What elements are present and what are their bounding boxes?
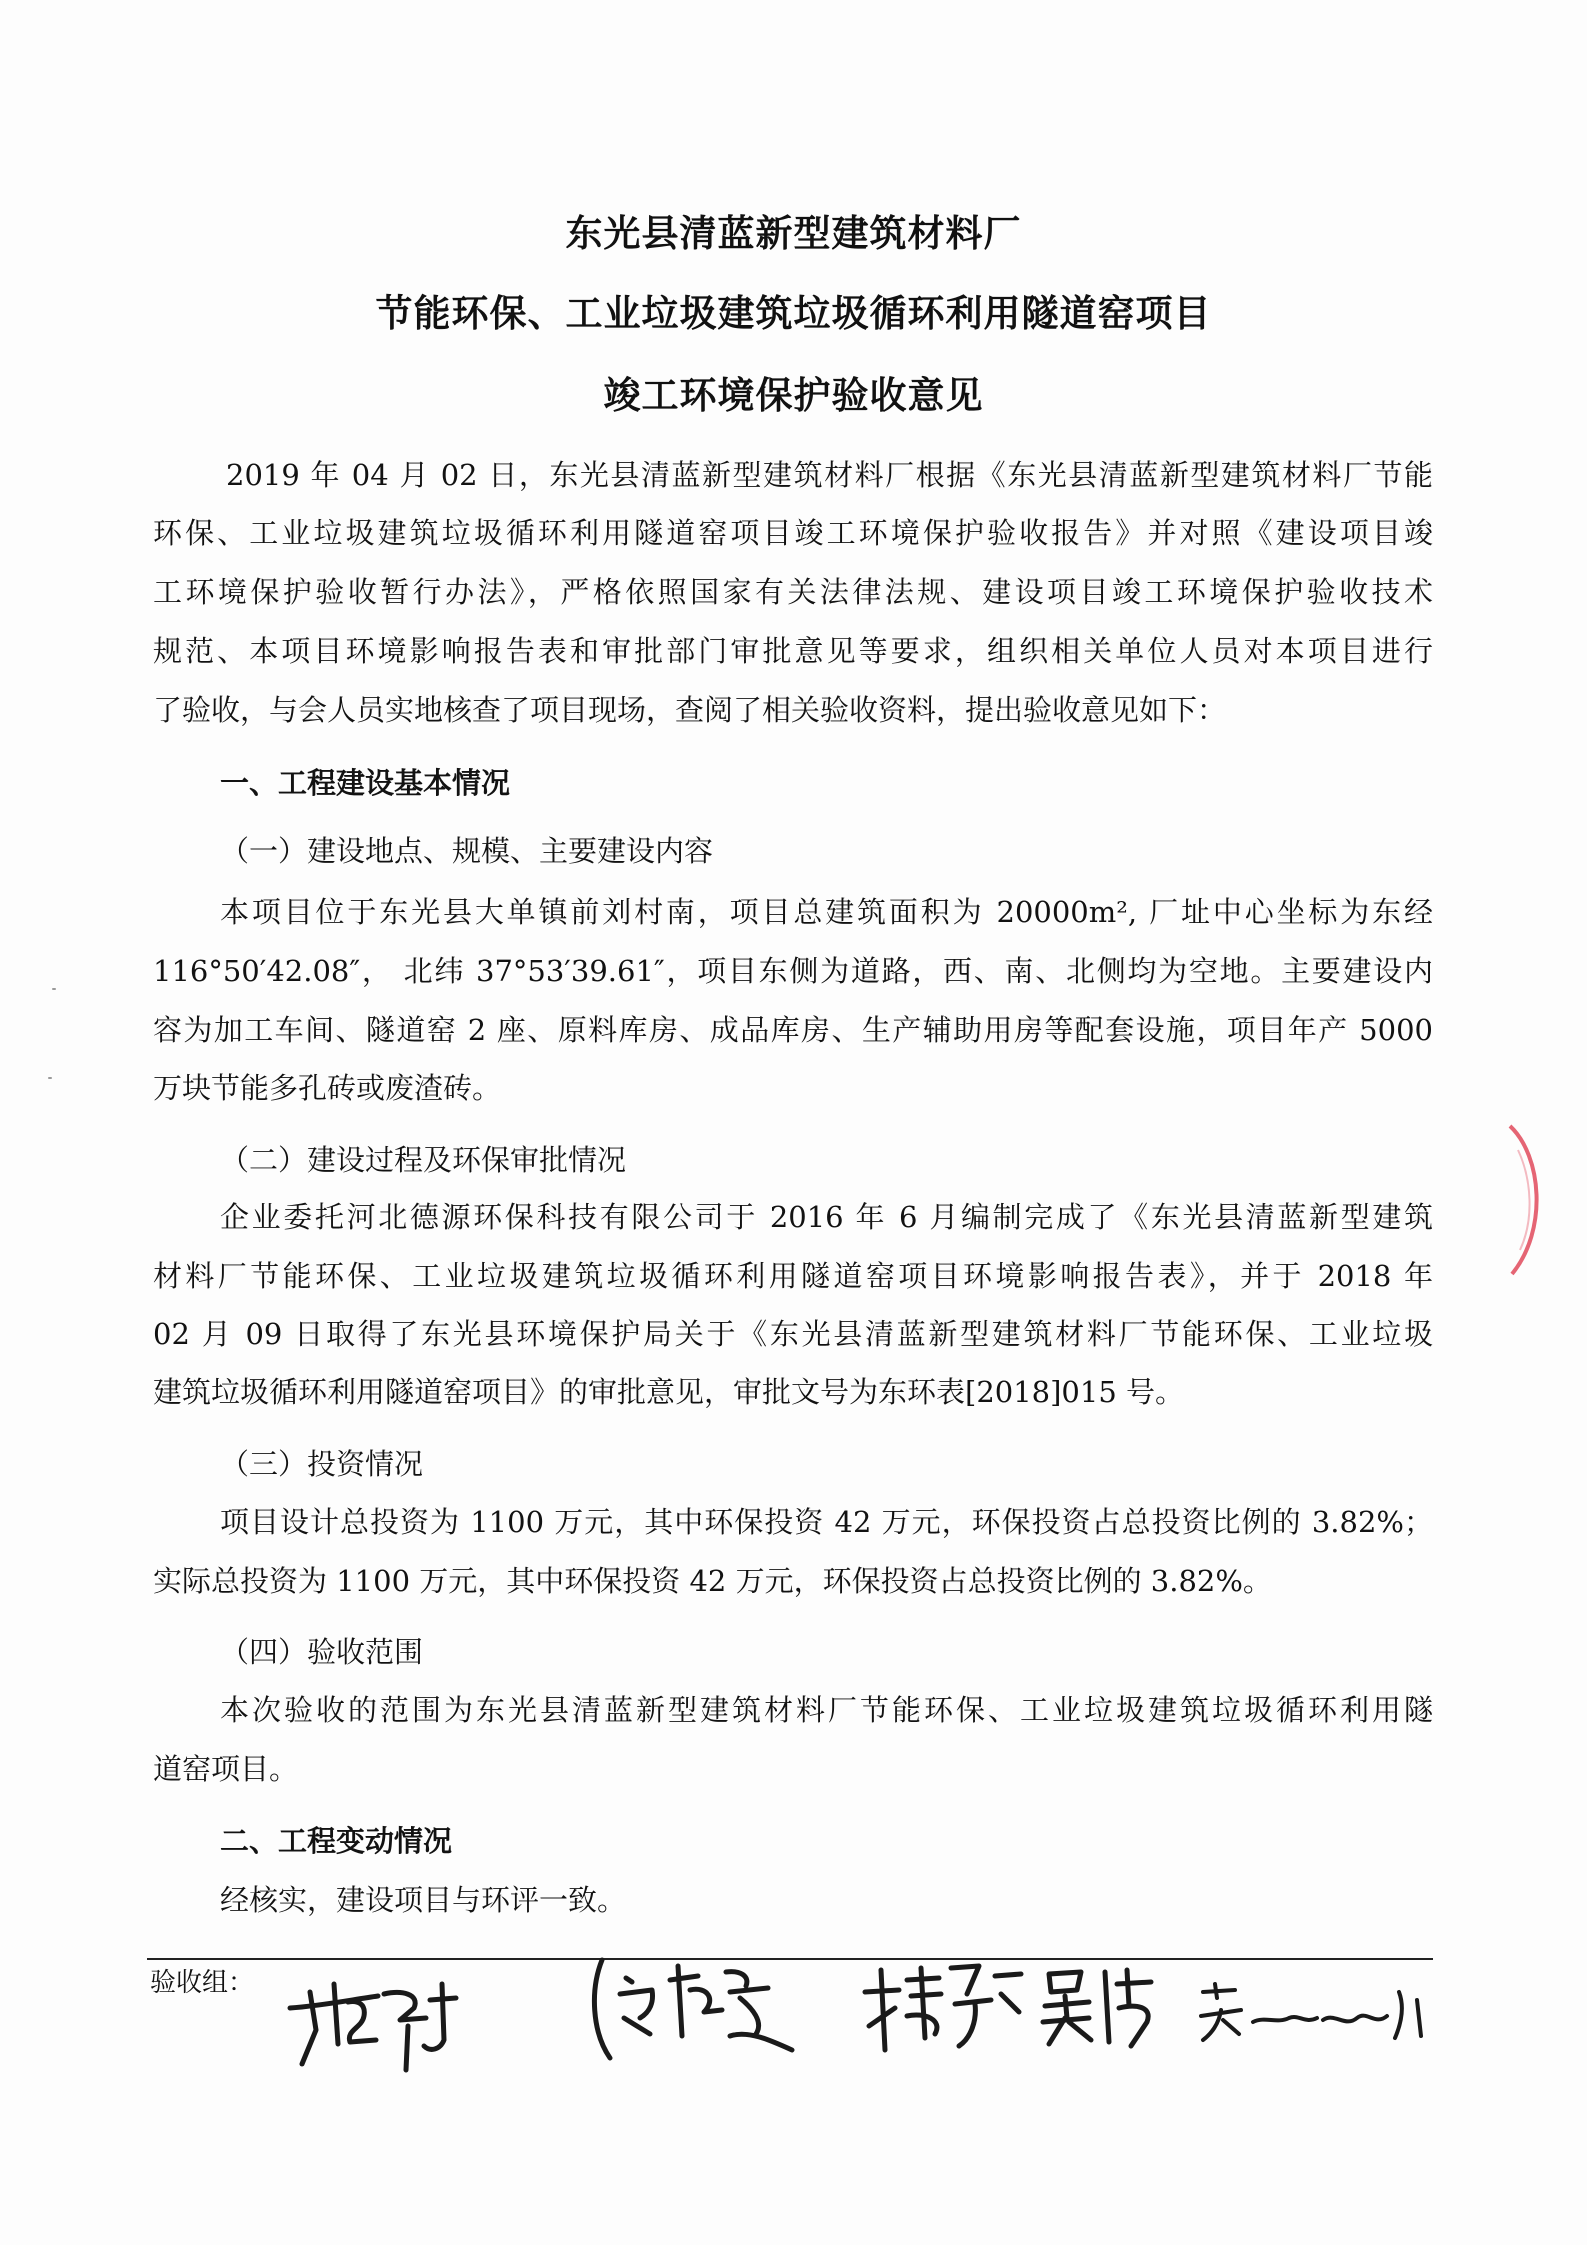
red-seal-edge bbox=[1498, 1120, 1558, 1280]
subsection-1-heading: （一）建设地点、规模、主要建设内容 bbox=[220, 834, 714, 868]
intro-line-1: 2019 年 04 月 02 日，东光县清蓝新型建筑材料厂根据《东光县清蓝新型建筑材料厂节能 bbox=[226, 458, 1433, 492]
subsection-3-heading: （三）投资情况 bbox=[220, 1447, 424, 1481]
handwritten-signature-5 bbox=[1195, 1980, 1435, 2050]
handwritten-signature-4 bbox=[1035, 1960, 1165, 2055]
intro-line-4: 规范、本项目环境影响报告表和审批部门审批意见等要求，组织相关单位人员对本项目进行 bbox=[153, 634, 1433, 668]
sub4-line-1: 本次验收的范围为东光县清蓝新型建筑材料厂节能环保、工业垃圾建筑垃圾循环利用隧 bbox=[220, 1693, 1433, 1727]
handwritten-signature-1 bbox=[280, 1970, 480, 2080]
subsection-2-heading: （二）建设过程及环保审批情况 bbox=[220, 1143, 627, 1177]
subsection-4-heading: （四）验收范围 bbox=[220, 1635, 424, 1669]
title-line-1: 东光县清蓝新型建筑材料厂 bbox=[565, 212, 1022, 255]
title-line-3: 竣工环境保护验收意见 bbox=[603, 374, 984, 417]
intro-line-5: 了验收，与会人员实地核查了项目现场，查阅了相关验收资料，提出验收意见如下： bbox=[153, 693, 1227, 727]
section-2-text: 经核实，建设项目与环评一致。 bbox=[220, 1883, 627, 1917]
sub1-line-4: 万块节能多孔砖或废渣砖。 bbox=[153, 1071, 502, 1105]
sub2-line-1: 企业委托河北德源环保科技有限公司于 2016 年 6 月编制完成了《东光县清蓝新型建筑 bbox=[220, 1200, 1433, 1234]
intro-line-3: 工环境保护验收暂行办法》，严格依照国家有关法律法规、建设项目竣工环境保护验收技术 bbox=[153, 575, 1433, 609]
section-1-heading: 一、工程建设基本情况 bbox=[220, 766, 511, 800]
sub3-line-2: 实际总投资为 1100 万元，其中环保投资 42 万元，环保投资占总投资比例的 3.82%。 bbox=[153, 1564, 1272, 1598]
intro-line-2: 环保、工业垃圾建筑垃圾循环利用隧道窑项目竣工环境保护验收报告》并对照《建设项目竣 bbox=[153, 516, 1433, 550]
scan-speck bbox=[48, 1077, 52, 1079]
sub1-line-2: 116°50′42.08″， 北纬 37°53′39.61″，项目东侧为道路，西、南、北侧均为空地。主要建设内 bbox=[153, 954, 1433, 988]
handwritten-signature-3 bbox=[855, 1950, 1030, 2070]
sub1-line-1: 本项目位于东光县大单镇前刘村南，项目总建筑面积为 20000m², 厂址中心坐标为东经 bbox=[220, 895, 1433, 929]
sub2-line-2: 材料厂节能环保、工业垃圾建筑垃圾循环利用隧道窑项目环境影响报告表》，并于 2018 年 bbox=[153, 1259, 1433, 1293]
sub4-line-2: 道窑项目。 bbox=[153, 1752, 299, 1786]
sub3-line-1: 项目设计总投资为 1100 万元，其中环保投资 42 万元，环保投资占总投资比例的 3.82%； bbox=[220, 1505, 1433, 1539]
title-line-2: 节能环保、工业垃圾建筑垃圾循环利用隧道窑项目 bbox=[375, 292, 1212, 335]
scan-speck bbox=[52, 988, 56, 990]
sub1-line-3: 容为加工车间、隧道窑 2 座、原料库房、成品库房、生产辅助用房等配套设施，项目年产 5000 bbox=[153, 1013, 1433, 1047]
sub2-line-3: 02 月 09 日取得了东光县环境保护局关于《东光县清蓝新型建筑材料厂节能环保、工业垃圾 bbox=[153, 1317, 1433, 1351]
handwritten-signature-2 bbox=[580, 1950, 810, 2080]
sub2-line-4: 建筑垃圾循环利用隧道窑项目》的审批意见，审批文号为东环表[2018]015 号。 bbox=[153, 1375, 1185, 1409]
section-2-heading: 二、工程变动情况 bbox=[220, 1824, 453, 1858]
acceptance-group-label: 验收组： bbox=[150, 1968, 255, 1998]
